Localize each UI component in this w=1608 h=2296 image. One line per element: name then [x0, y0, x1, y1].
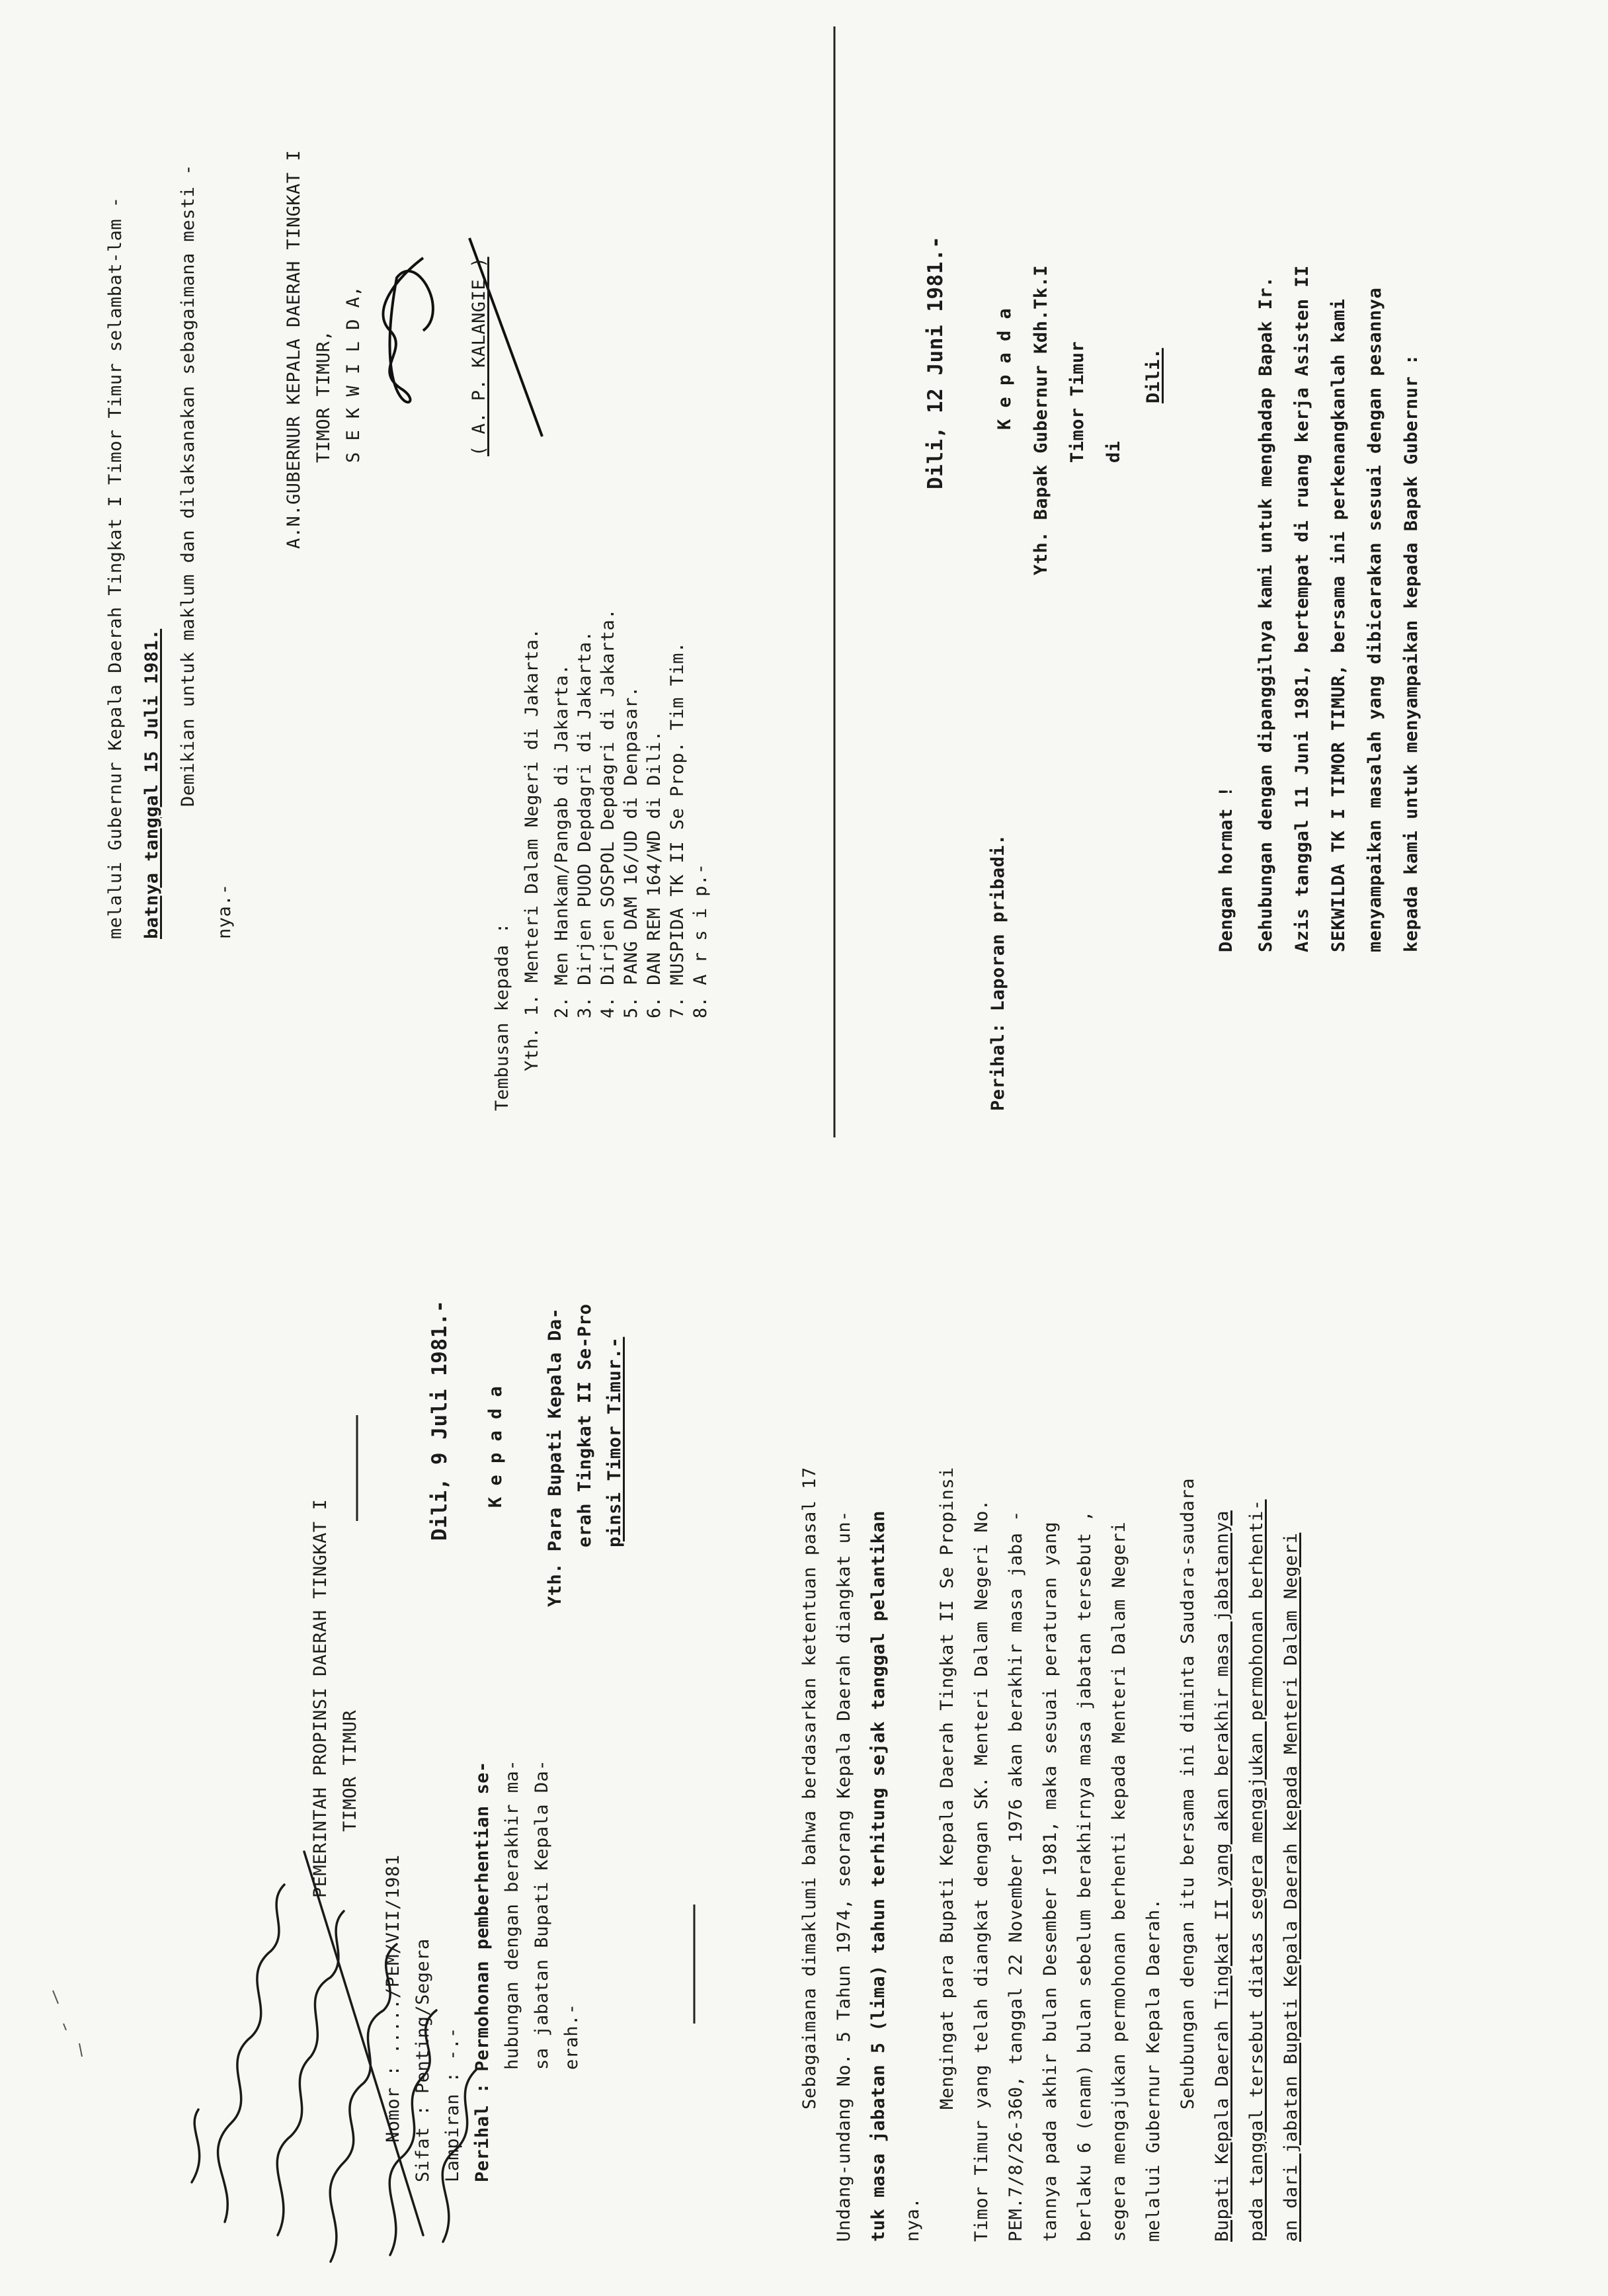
- tembusan-title: Tembusan kepada :: [492, 922, 512, 1111]
- cont-line: nya.-: [214, 883, 235, 939]
- sig-line2: TIMOR TIMUR,: [313, 329, 334, 463]
- right-body-line: kepada kami untuk menyampaikan kepada Bapak Gubernur :: [1401, 354, 1422, 952]
- left-body-line: berlaku 6 (enam) bulan sebelum berakhirnya masa jabatan tersebut ,: [1074, 1510, 1095, 2242]
- right-date: Dili, 12 Juni 1981.-: [924, 235, 947, 489]
- tembusan-item: 6. DAN REM 164/WD di Dili.: [644, 730, 664, 1018]
- cont-line: Demikian untuk maklum dan dilaksanakan sebagaimana mesti -: [178, 164, 198, 807]
- left-recipient-1: Yth. Para Bupati Kepala Da-: [545, 1307, 565, 1607]
- right-recipient-3: di: [1104, 440, 1124, 463]
- sig-line3: S E K W I L D A,: [343, 285, 364, 463]
- left-body-line: Timor Timur yang telah diangkat dengan SK. Menteri Dalam Negeri No.: [971, 1499, 992, 2242]
- tembusan-item: 3. Dirjen PUOD Depdagri di Jakarta.: [575, 630, 595, 1018]
- right-body-line: Sehubungan dengan dipanggilnya kami untuk menghadap Bapak Ir.: [1256, 276, 1276, 952]
- tembusan-item: Yth. 1. Menteri Dalam Negeri di Jakarta.: [522, 628, 542, 1071]
- tembusan-item: 7. MUSPIDA TK II Se Prop. Tim Tim.: [667, 641, 688, 1018]
- right-salutation: Dengan hormat !: [1216, 786, 1236, 952]
- cont-line: melalui Gubernur Kepala Daerah Tingkat I Timor Timur selambat-lam -: [105, 196, 126, 939]
- tembusan-item: 5. PANG DAM 16/UD di Denpasar.: [621, 686, 641, 1018]
- sig-line1: A.N.GUBERNUR KEPALA DAERAH TINGKAT I: [284, 149, 304, 549]
- right-recipient-1: Yth. Bapak Gubernur Kdh.Tk.I: [1031, 265, 1051, 575]
- right-body-line: SEKWILDA TK I TIMOR TIMUR, bersama ini perkenangkanlah kami: [1328, 298, 1349, 952]
- meta-perihal-4: erah.-: [561, 2003, 582, 2070]
- meta-perihal-1: Perihal : Permohonan pemberhentian se-: [472, 1761, 493, 2182]
- tembusan-item: 8. A r s i p.-: [690, 863, 711, 1018]
- tembusan-item: 2. Men Hankam/Pangab di Jakarta.: [551, 663, 572, 1018]
- sig-name: ( A. P. KALANGIE ): [469, 257, 489, 456]
- right-kepada: K e p a d a: [994, 308, 1015, 430]
- tembusan-item: 4. Dirjen SOSPOL Depdagri di Jakarta.: [598, 608, 618, 1018]
- cont-line: batnya tanggal 15 Juli 1981.: [141, 628, 162, 939]
- meta-sifat: Sifat : Penting/Segera: [413, 1938, 433, 2182]
- right-recipient-2: Timor Timur: [1067, 341, 1088, 463]
- left-kepada: K e p a d a: [485, 1385, 506, 1508]
- left-recipient-3: pinsi Timor Timur.-: [604, 1336, 625, 1547]
- left-body-line: an dari jabatan Bupati Kepala Daerah kepada Menteri Dalam Negeri: [1281, 1532, 1301, 2242]
- left-recipient-2: erah Tingkat II Se-Pro: [575, 1303, 595, 1547]
- meta-perihal-3: sa jabatan Bupati Kepala Da-: [532, 1759, 552, 2070]
- left-body-line: Sebagaimana dimaklumi bahwa berdasarkan ketentuan pasal 17: [799, 1467, 820, 2110]
- header-org-line2: TIMOR TIMUR: [340, 1709, 360, 1832]
- left-body-line: pada tanggal tersebut diatas segera mengajukan permohonan berhenti-: [1246, 1499, 1267, 2242]
- header-org-line1: PEMERINTAH PROPINSI DAERAH TINGKAT I: [310, 1498, 331, 1898]
- left-body-line: nya.: [903, 2197, 923, 2242]
- left-body-line: tannya pada akhir bulan Desember 1981, maka sesuai peraturan yang: [1040, 1521, 1061, 2242]
- right-recipient-4: Dili.: [1143, 348, 1164, 403]
- left-body-line: Bupati Kepala Daerah Tingkat II yang akan berakhir masa jabatannya: [1212, 1510, 1232, 2242]
- left-body-line: Mengingat para Bupati Kepala Daerah Tingkat II Se Propinsi: [937, 1467, 957, 2110]
- meta-nomor: Nomor : ...../PEM/VII/1981: [383, 1854, 403, 2143]
- right-body-line: Azis tanggal 11 Juni 1981, bertempat di ruang kerja Asisten II: [1292, 265, 1312, 952]
- left-body-line: tuk masa jabatan 5 (lima) tahun terhitung sejak tanggal pelantikan: [868, 1510, 889, 2242]
- meta-perihal-2: hubungan dengan berakhir ma-: [502, 1759, 522, 2070]
- left-body-line: Sehubungan dengan itu bersama ini diminta Saudara-saudara: [1178, 1477, 1198, 2110]
- right-body-line: menyampaikan masalah yang dibicarakan sesuai dengan pesannya: [1365, 287, 1385, 952]
- left-body-line: segera mengajukan permohonan berhenti kepada Menteri Dalam Negeri: [1109, 1521, 1129, 2242]
- left-date: Dili, 9 Juli 1981.-: [428, 1299, 452, 1541]
- left-body-line: Undang-undang No. 5 Tahun 1974, seorang Kepala Daerah diangkat un-: [834, 1510, 854, 2242]
- left-body-line: PEM.7/8/26-360, tanggal 22 November 1976 akan berakhir masa jaba -: [1006, 1510, 1026, 2242]
- left-body-line: melalui Gubernur Kepala Daerah.: [1143, 1898, 1164, 2242]
- meta-lampiran: Lampiran : -.-: [442, 2027, 463, 2182]
- right-perihal: Perihal: Laporan pribadi.: [988, 834, 1008, 1111]
